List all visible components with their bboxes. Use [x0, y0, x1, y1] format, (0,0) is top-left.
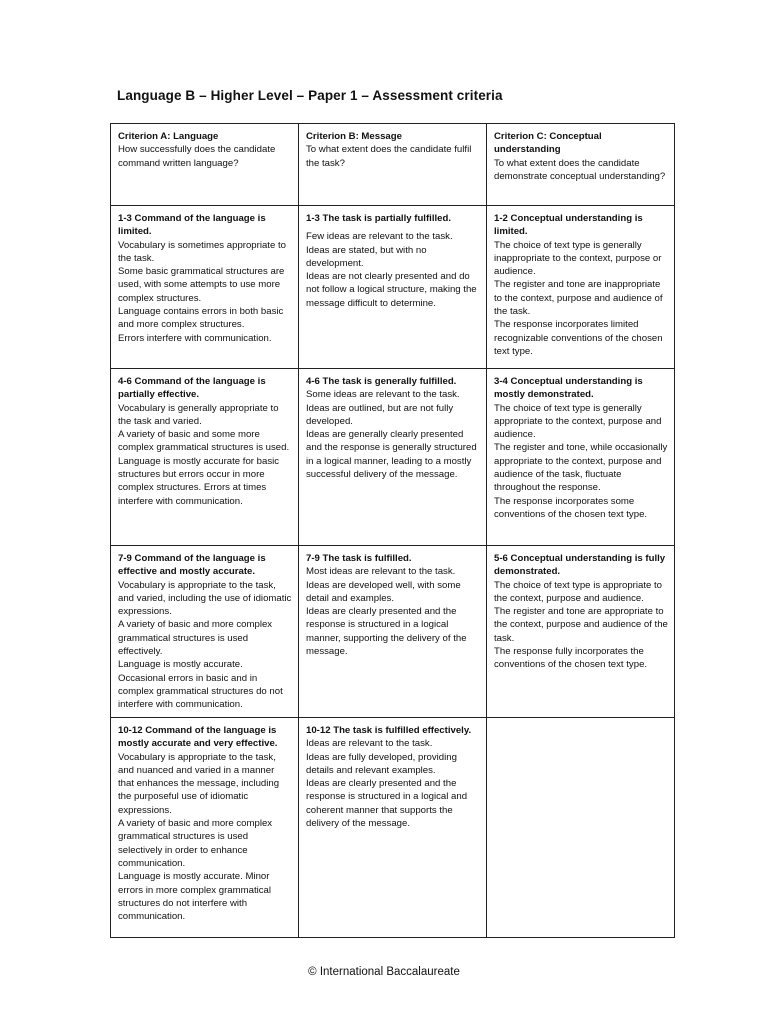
cell-line: Vocabulary is generally appropriate to the task and varied. [118, 402, 279, 427]
cell-line: Ideas are clearly presented and the response is structured in a logical and coherent manner that supports the delivery of the message. [306, 778, 468, 830]
criterion-b-header [299, 124, 487, 206]
cell-title: 1-2 Conceptual understanding is limited. [494, 213, 643, 238]
cell-line: Errors interfere with communication. [118, 332, 272, 344]
cell-title: 7-9 Command of the language is effective and mostly accurate. [118, 553, 266, 578]
criterion-b-band-7-9 [299, 546, 487, 718]
assessment-criteria-table [110, 123, 675, 938]
criteria-header-row [111, 124, 675, 206]
cell-title: 10-12 The task is fulfilled effectively. [306, 725, 472, 736]
cell-title: 4-6 Command of the language is partially effective. [118, 376, 266, 401]
criterion-c-empty-cell [487, 718, 675, 938]
criterion-a-band-7-9 [111, 546, 299, 718]
cell-line: To what extent does the candidate fulfil the task? [306, 144, 472, 169]
cell-line: The choice of text type is generally appropriate to the context, purpose and audience. [494, 402, 662, 441]
band-row-1 [111, 206, 675, 369]
cell-title: Criterion A: Language [118, 131, 219, 142]
cell-line: Language is mostly accurate. [118, 659, 243, 671]
document-title: Language B – Higher Level – Paper 1 – Assessment criteria [117, 88, 503, 103]
cell-title: 5-6 Conceptual understanding is fully demonstrated. [494, 553, 666, 578]
cell-line: Ideas are developed well, with some detail and examples. [306, 579, 461, 604]
cell-line: Some ideas are relevant to the task. [306, 389, 460, 401]
cell-line: The register and tone are appropriate to the context, purpose and audience of the task. [494, 606, 668, 644]
criterion-c-band-5-6 [487, 546, 675, 718]
criterion-a-band-10-12 [111, 718, 299, 938]
criterion-b-band-4-6 [299, 369, 487, 546]
cell-line: The response fully incorporates the conventions of the chosen text type. [494, 646, 648, 671]
criterion-a-header [111, 124, 299, 206]
cell-title: Criterion C: Conceptual understanding [494, 131, 602, 156]
cell-line: Most ideas are relevant to the task. [306, 566, 456, 578]
cell-line: Ideas are not clearly presented and do not follow a logical structure, making the message difficult to determine. [306, 271, 477, 309]
cell-line: Ideas are generally clearly presented and the response is generally structured in a logical manner, leading to a mostly successful delivery of the message. [306, 429, 477, 481]
cell-line: Some basic grammatical structures are used, with some attempts to use more complex structures. [118, 266, 285, 304]
criterion-b-band-1-3 [299, 206, 487, 369]
cell-line: The choice of text type is appropriate to the context, purpose and audience. [494, 579, 662, 604]
cell-line: To what extent does the candidate demonstrate conceptual understanding? [494, 157, 666, 182]
cell-line: Occasional errors in basic and in complex grammatical structures do not interfere with communication. [118, 672, 283, 711]
cell-line: Vocabulary is appropriate to the task, and varied, including the use of idiomatic expressions. [118, 579, 292, 618]
criterion-c-band-3-4 [487, 369, 675, 546]
cell-title: 4-6 The task is generally fulfilled. [306, 376, 457, 387]
cell-line: A variety of basic and some more complex grammatical structures is used. [118, 429, 290, 454]
band-row-2 [111, 369, 675, 546]
cell-line: Ideas are outlined, but are not fully developed. [306, 402, 454, 427]
cell-line: The register and tone, while occasionally appropriate to the context, purpose and audience of the task, fluctuate throughout the response. [494, 442, 668, 494]
cell-line: Ideas are relevant to the task. [306, 738, 433, 750]
criterion-a-band-4-6 [111, 369, 299, 546]
cell-line: The choice of text type is generally inappropriate to the context, purpose or audience. [494, 239, 662, 278]
cell-title: 3-4 Conceptual understanding is mostly demonstrated. [494, 376, 643, 401]
cell-line: Ideas are clearly presented and the response is structured in a logical manner, supporting the delivery of the message. [306, 606, 467, 658]
criterion-a-band-1-3 [111, 206, 299, 369]
criterion-b-band-10-12 [299, 718, 487, 938]
cell-line: Language is mostly accurate. Minor errors in more complex grammatical structures do not interfere with communication. [118, 871, 272, 923]
cell-title: 1-3 The task is partially fulfilled. [306, 213, 452, 224]
cell-line: Language contains errors in both basic and more complex structures. [118, 306, 284, 331]
cell-line: Vocabulary is appropriate to the task, and nuanced and varied in a manner that enhances the message, including the purposeful use of idiomatic expressions. [118, 751, 280, 816]
cell-line: The response incorporates some conventions of the chosen text type. [494, 495, 648, 520]
cell-line: The response incorporates limited recognizable conventions of the chosen text type. [494, 319, 663, 357]
cell-line: Language is mostly accurate for basic structures but errors occur in more complex structures. Errors at times interfere with communication. [118, 455, 280, 507]
cell-line: Few ideas are relevant to the task. [306, 231, 453, 243]
cell-title: Criterion B: Message [306, 131, 402, 142]
cell-line: Ideas are fully developed, providing details and relevant examples. [306, 751, 457, 776]
band-row-4 [111, 718, 675, 938]
criterion-c-band-1-2 [487, 206, 675, 369]
cell-line: The register and tone are inappropriate to the context, purpose and audience of the task. [494, 279, 663, 318]
copyright-footer: © International Baccalaureate [308, 966, 460, 978]
cell-line: How successfully does the candidate command written language? [118, 144, 276, 169]
cell-title: 7-9 The task is fulfilled. [306, 553, 412, 564]
cell-title: 10-12 Command of the language is mostly accurate and very effective. [118, 725, 278, 750]
cell-line: A variety of basic and more complex grammatical structures is used effectively. [118, 619, 273, 658]
cell-line: Ideas are stated, but with no development. [306, 244, 427, 269]
band-row-3 [111, 546, 675, 718]
cell-title: 1-3 Command of the language is limited. [118, 213, 266, 238]
cell-line: Vocabulary is sometimes appropriate to the task. [118, 239, 286, 264]
criterion-c-header [487, 124, 675, 206]
cell-line: A variety of basic and more complex grammatical structures is used selectively in order to enhance communication. [118, 818, 273, 869]
